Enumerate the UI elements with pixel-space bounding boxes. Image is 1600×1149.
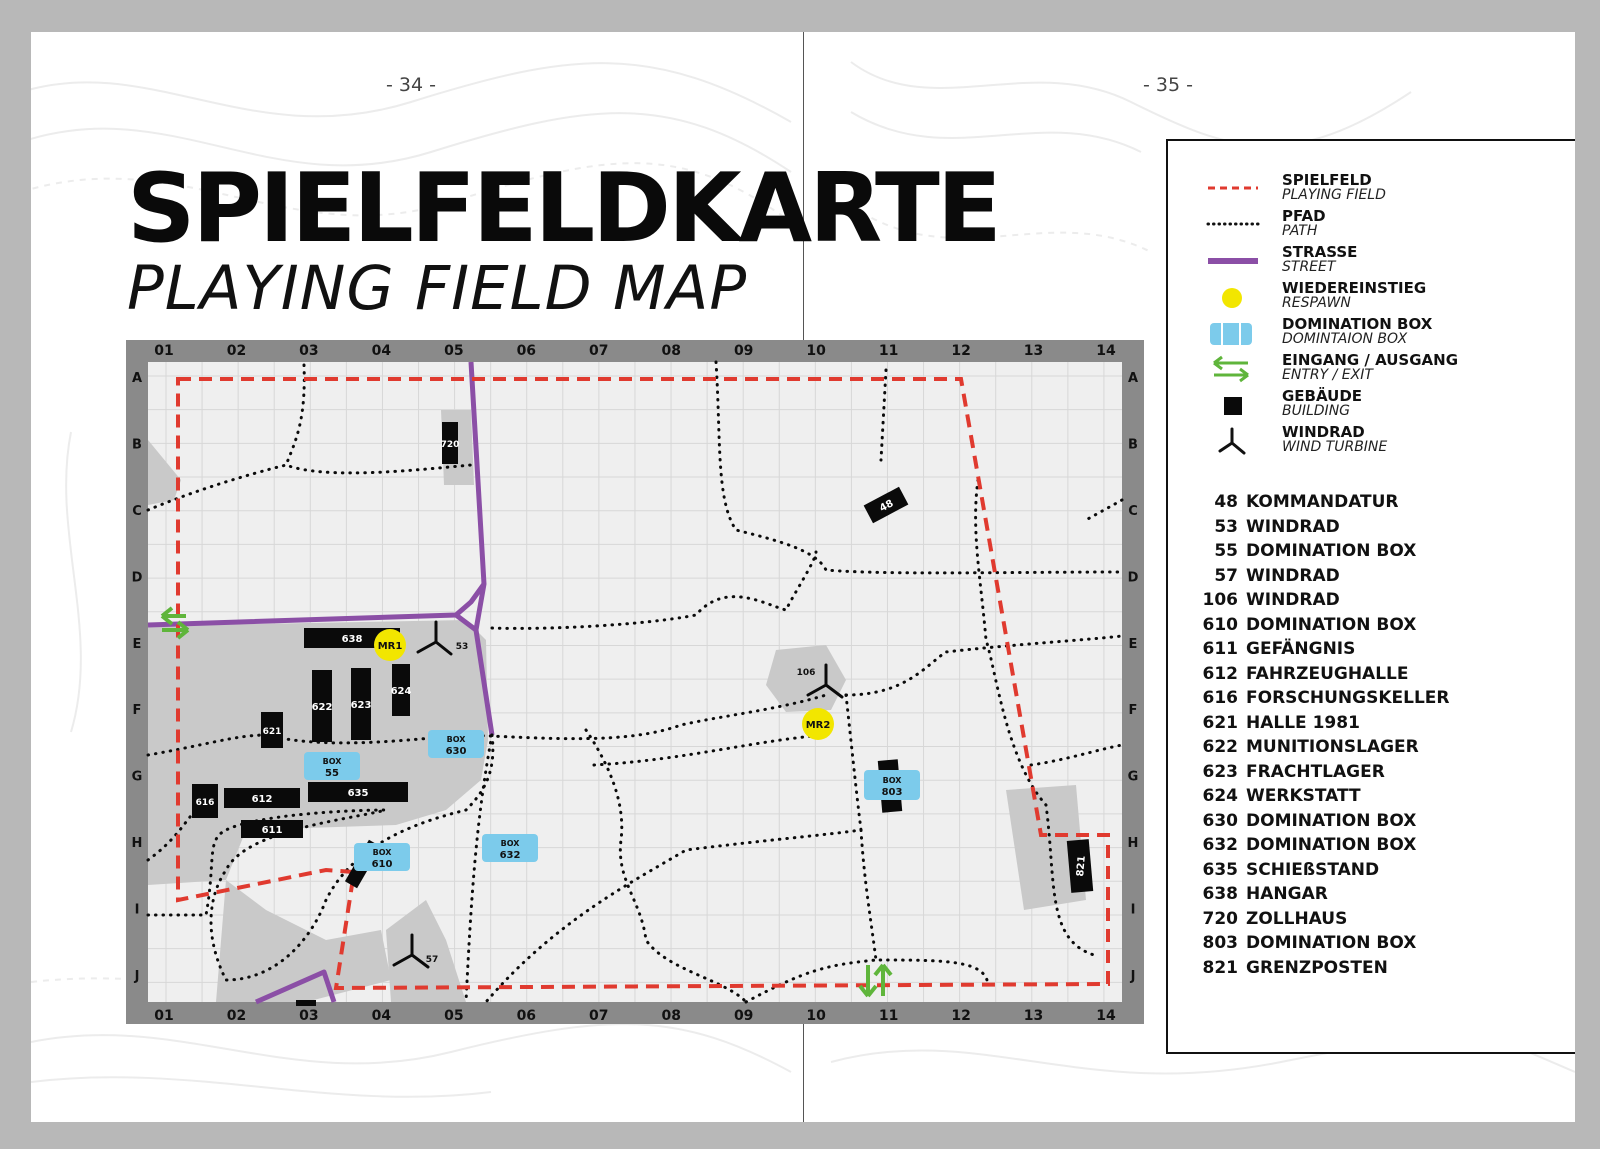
building-name: DOMINATION BOX (1246, 835, 1417, 855)
legend-label-de: WINDRAD (1282, 423, 1365, 441)
column-label: 08 (661, 343, 681, 359)
blue-box-icon (1204, 317, 1260, 347)
playing-field-map (126, 340, 1144, 1024)
building-entry (1168, 566, 1568, 590)
column-label: 09 (733, 1008, 754, 1024)
label-box55-top: BOX (322, 757, 342, 766)
building-entry (1168, 615, 1568, 639)
map-legend (1166, 139, 1575, 1054)
row-label: I (134, 902, 140, 918)
row-label: C (1128, 503, 1138, 519)
legend-item-playing-field (1168, 173, 1568, 207)
column-label: 03 (299, 343, 319, 359)
legend-item-wind-turbine (1168, 425, 1568, 459)
label-622: 622 (311, 702, 333, 713)
building-name: DOMINATION BOX (1246, 614, 1417, 635)
label-box803-top: BOX (882, 776, 902, 785)
building-entry (1168, 933, 1568, 957)
building-entry (1168, 664, 1568, 688)
building-entry (1168, 811, 1568, 835)
row-label: I (1130, 902, 1136, 918)
label-612: 612 (251, 794, 273, 805)
building-number: 623 (1202, 761, 1238, 782)
building-entry (1168, 762, 1568, 786)
label-box803-num: 803 (881, 787, 903, 798)
legend-label-de: WIEDEREINSTIEG (1282, 279, 1427, 297)
building-name: GRENZPOSTEN (1246, 957, 1388, 978)
building-name: WINDRAD (1246, 565, 1340, 586)
legend-label-de: PFAD (1282, 207, 1326, 225)
column-label: 07 (589, 343, 609, 359)
row-label: E (1128, 636, 1138, 652)
row-label: A (1127, 371, 1139, 386)
booklet-spread (31, 32, 1575, 1122)
building-name: DOMINATION BOX (1246, 541, 1417, 561)
legend-label-de: DOMINATION BOX (1282, 315, 1433, 333)
building-number: 803 (1202, 933, 1238, 953)
building-number: 611 (1202, 639, 1238, 659)
building-entry (1168, 884, 1568, 908)
row-label: F (132, 703, 142, 719)
building-number: 622 (1202, 737, 1238, 757)
building-entry (1168, 688, 1568, 712)
building-name: DOMINATION BOX (1246, 810, 1417, 831)
building-name: GEFÄNGNIS (1246, 639, 1356, 659)
label-mr2: MR2 (805, 720, 831, 731)
building-name: MUNITIONSLAGER (1246, 737, 1419, 757)
legend-label-de: STRASSE (1282, 243, 1358, 261)
column-label: 06 (516, 343, 537, 359)
label-48: 48 (877, 498, 896, 515)
building-number: 635 (1202, 859, 1238, 880)
red-dashed-line-icon (1204, 173, 1260, 203)
building-name: WERKSTATT (1246, 786, 1361, 806)
column-label: 13 (1023, 343, 1044, 359)
building-entry (1168, 492, 1568, 516)
column-label: 01 (154, 343, 174, 359)
label-box632-num: 632 (499, 850, 521, 861)
row-label: H (131, 836, 143, 852)
building-name: ZOLLHAUS (1246, 908, 1348, 929)
column-label: 11 (878, 343, 899, 359)
building-number: 106 (1202, 590, 1238, 610)
column-label: 10 (806, 1008, 826, 1024)
legend-item-respawn (1168, 281, 1568, 315)
row-label: F (1128, 703, 1138, 719)
column-label: 14 (1096, 343, 1116, 359)
building-number: 621 (1202, 712, 1238, 733)
label-box55-num: 55 (325, 768, 339, 779)
building-entry (1168, 713, 1568, 737)
label-57: 57 (425, 955, 439, 965)
column-label: 12 (951, 343, 971, 359)
column-label: 02 (226, 343, 247, 359)
column-label: 05 (444, 1008, 464, 1024)
building-number: 720 (1202, 908, 1238, 929)
building-entry (1168, 517, 1568, 541)
building-name: HALLE 1981 (1246, 712, 1360, 733)
label-106: 106 (796, 668, 816, 678)
page-title: SPIELFELDKARTE (127, 154, 999, 264)
column-label: 04 (371, 343, 392, 359)
building-entry (1168, 958, 1568, 982)
building-name: SCHIEßSTAND (1246, 859, 1380, 880)
legend-label-de: EINGANG / AUSGANG (1282, 351, 1459, 369)
legend-label-en: ENTRY / EXIT (1282, 367, 1373, 383)
label-635: 635 (347, 788, 369, 799)
building-entry (1168, 737, 1568, 761)
label-616: 616 (195, 798, 215, 808)
legend-label-en: WIND TURBINE (1282, 439, 1388, 455)
legend-label-de: GEBÄUDE (1282, 387, 1363, 405)
building-entry (1168, 835, 1568, 859)
label-821: 821 (1075, 855, 1088, 878)
building-number: 53 (1214, 516, 1238, 537)
building-number: 630 (1202, 810, 1238, 831)
column-label: 13 (1023, 1008, 1044, 1024)
row-label: C (132, 503, 142, 519)
yellow-dot-icon (1204, 281, 1260, 311)
column-label: 09 (733, 343, 754, 359)
row-label: A (131, 371, 143, 386)
row-label: B (132, 437, 142, 453)
building-entry (1168, 909, 1568, 933)
building-entry (1168, 590, 1568, 614)
building-number: 57 (1214, 565, 1238, 586)
column-label: 10 (806, 343, 826, 359)
building-name: FRACHTLAGER (1246, 761, 1385, 782)
column-label: 05 (444, 343, 464, 359)
column-label: 03 (299, 1008, 319, 1024)
row-label: G (131, 769, 143, 785)
legend-label-en: STREET (1282, 259, 1336, 275)
building-name: KOMMANDATUR (1246, 492, 1399, 512)
building-number: 616 (1202, 688, 1238, 708)
legend-item-building (1168, 389, 1568, 423)
page-number-right: - 35 - (1143, 74, 1193, 96)
building-name: FAHRZEUGHALLE (1246, 663, 1409, 684)
legend-label-en: PATH (1282, 223, 1318, 239)
building-number: 48 (1214, 492, 1238, 512)
label-box610-top: BOX (372, 848, 392, 857)
wind-turbine-icon (1204, 425, 1260, 455)
row-label: D (131, 570, 143, 586)
column-label: 08 (661, 1008, 681, 1024)
row-label: H (1127, 836, 1139, 852)
label-720: 720 (440, 440, 460, 450)
building-name: HANGAR (1246, 884, 1328, 904)
building-name: FORSCHUNGSKELLER (1246, 688, 1450, 708)
legend-item-street (1168, 245, 1568, 279)
page-number-left: - 34 - (386, 74, 436, 96)
dotted-line-icon (1204, 209, 1260, 239)
column-label: 12 (951, 1008, 971, 1024)
purple-line-icon (1204, 245, 1260, 275)
label-box610-num: 610 (371, 859, 393, 870)
column-label: 01 (154, 1008, 174, 1024)
row-label: D (1127, 570, 1139, 586)
label-box630-num: 630 (445, 746, 467, 757)
label-621: 621 (262, 727, 282, 737)
row-label: J (1130, 969, 1136, 984)
building-entry (1168, 786, 1568, 810)
building-number: 610 (1202, 614, 1238, 635)
label-mr1: MR1 (377, 641, 403, 652)
legend-label-de: SPIELFELD (1282, 171, 1372, 189)
building-entry (1168, 860, 1568, 884)
label-624: 624 (390, 686, 412, 697)
legend-label-en: DOMINTAION BOX (1282, 331, 1408, 347)
label-box632-top: BOX (500, 839, 520, 848)
row-label: E (132, 636, 142, 652)
building-number: 632 (1202, 835, 1238, 855)
label-611: 611 (261, 825, 283, 836)
building-number: 55 (1214, 541, 1238, 561)
building-name: WINDRAD (1246, 590, 1340, 610)
building-entry (1168, 541, 1568, 565)
column-label: 06 (516, 1008, 537, 1024)
column-label: 07 (589, 1008, 609, 1024)
row-label: B (1128, 437, 1138, 453)
legend-label-en: BUILDING (1282, 403, 1351, 419)
column-label: 02 (226, 1008, 247, 1024)
page-subtitle: PLAYING FIELD MAP (127, 253, 748, 324)
legend-item-path (1168, 209, 1568, 243)
label-box630-top: BOX (446, 735, 466, 744)
label-638: 638 (341, 634, 363, 645)
building-name: DOMINATION BOX (1246, 933, 1417, 953)
row-label: G (1127, 769, 1139, 785)
legend-item-domination-box (1168, 317, 1568, 351)
building-number: 624 (1202, 786, 1238, 806)
legend-label-en: PLAYING FIELD (1282, 187, 1386, 203)
label-53: 53 (455, 642, 469, 652)
building-number: 638 (1202, 884, 1238, 904)
label-623: 623 (350, 700, 372, 711)
column-label: 14 (1096, 1008, 1116, 1024)
row-label: J (134, 969, 140, 984)
green-arrows-icon (1204, 353, 1260, 383)
legend-label-en: RESPAWN (1282, 295, 1351, 311)
building-name: WINDRAD (1246, 516, 1340, 537)
black-square-icon (1204, 389, 1260, 419)
building-number: 821 (1202, 957, 1238, 978)
column-label: 04 (371, 1008, 392, 1024)
building-number: 612 (1202, 663, 1238, 684)
building-entry (1168, 639, 1568, 663)
legend-item-entry-exit (1168, 353, 1568, 387)
column-label: 11 (878, 1008, 899, 1024)
